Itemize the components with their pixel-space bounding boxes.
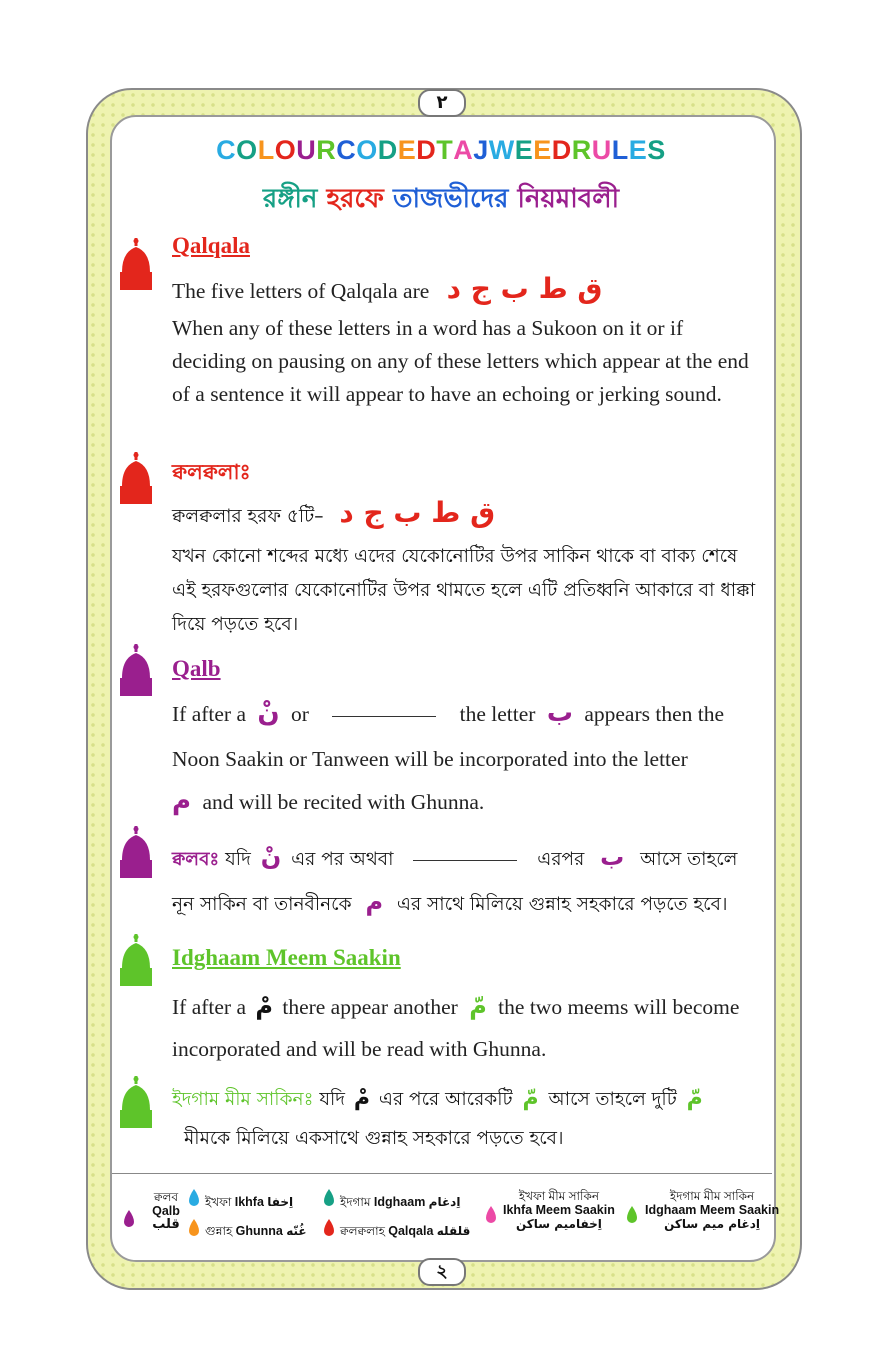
idghaam-line-1 [172, 990, 766, 1024]
legend-ghunna [205, 1224, 307, 1238]
qalqala-bn-dome-icon [118, 452, 154, 504]
qalb-bn-line-1 [172, 840, 764, 877]
legend-qalb-drop-icon [122, 1210, 136, 1228]
legend-ikhfa-meem-drop-icon [484, 1206, 498, 1224]
qalb-bn-text-line2a: নূন সাকিন বা তানবীনকে [172, 894, 352, 915]
qalb-bn-text-a: যদি [225, 849, 251, 870]
idghaam-meem-shadda: مّ [469, 992, 487, 1020]
legend-ikhfa-meem-bn: ইখফা মীম সাকিন [518, 1189, 600, 1203]
page-number-bottom: ২ [418, 1258, 466, 1286]
qalb-noon: نْ [257, 698, 280, 728]
qalb-text-b: the letter [459, 702, 536, 726]
idghaam-bn-meem-end: مّ [686, 1086, 703, 1111]
idghaam-bn-line-1 [172, 1082, 768, 1117]
legend-ikhfa [205, 1195, 293, 1209]
legend-qalqala-drop-icon [322, 1219, 336, 1237]
idghaam-line-2: incorporated and will be read with Ghunna. [172, 1037, 547, 1061]
tanween-blank [332, 716, 436, 717]
legend-idgham-drop-icon [322, 1189, 336, 1207]
qalb-bn-heading: ক্বলবঃ [172, 849, 220, 870]
qalqala-bn-body: যখন কোনো শব্দের মধ্যে এদের যেকোনোটির উপর সাকিন থাকে বা বাক্য শেষে এই হরফগুলোর যেকোনোটির উপর থামতে হলে এটি প্রতিধ্বনি আকারে বা ধাক্কা দিয়ে পড়তে হবে। [172, 546, 756, 635]
legend-qalqala-en: Qalqala [388, 1224, 434, 1238]
legend-qalb-en: Qalb [152, 1204, 180, 1218]
qalqala-bn-intro-line [172, 496, 762, 534]
idghaam-dome-icon [118, 934, 154, 986]
legend-idgham-en: Idghaam [373, 1195, 426, 1209]
legend-ghunna-ar: غُنّه [286, 1224, 307, 1238]
legend-qalb-bn: ক্বলব [153, 1190, 179, 1204]
legend-qalqala [340, 1224, 470, 1238]
qalb-text-line3: and will be recited with Ghunna. [202, 790, 485, 814]
legend-qalb [146, 1190, 186, 1232]
idghaam-bn-meem-shadda: مّ [522, 1086, 539, 1111]
legend-ikhfa-ar: اِخفا [267, 1195, 294, 1209]
legend-idgham-meem-bn: ইদগাম মীম সাকিন [669, 1189, 755, 1203]
legend-idgham [340, 1195, 460, 1209]
qalqala-letters: ق ط ب ج د [446, 272, 603, 305]
idghaam-bn-heading: ইদগাম মীম সাকিনঃ [172, 1089, 314, 1110]
qalb-text-a: If after a [172, 702, 246, 726]
qalqala-body: When any of these letters in a word has a Sukoon on it or if deciding on pausing on any of these letters which appear at the end of a sentence it will appear to have an echoing or jerking sound. [172, 316, 749, 406]
qalqala-intro: The five letters of Qalqala are [172, 279, 430, 303]
legend-ikhfa-meem [503, 1189, 615, 1231]
legend-qalb-ar: قلب [152, 1217, 180, 1232]
title-bengali: রঙ্গীন হরফে তাজভীদের নিয়মাবলী [262, 184, 620, 214]
legend-ghunna-drop-icon [187, 1219, 201, 1237]
legend-ghunna-bn: গুন্নাহ [205, 1224, 233, 1238]
qalb-bn-dome-icon [118, 826, 154, 878]
legend-ghunna-en: Ghunna [235, 1224, 283, 1238]
qalb-bn-text-line2b: এর সাথে মিলিয়ে গুন্নাহ সহকারে পড়তে হবে। [396, 894, 728, 915]
legend-idgham-meem-drop-icon [625, 1206, 639, 1224]
qalb-bn-noon: نْ [260, 843, 282, 871]
idghaam-bn-text-a: যদি [319, 1089, 345, 1110]
legend-idgham-meem [645, 1189, 779, 1231]
qalb-bn-line-2 [172, 885, 768, 922]
qalqala-bn-intro: ক্বলক্বলার হরফ ৫টি– [172, 506, 324, 527]
qalb-bn-meem: م [365, 888, 384, 916]
legend-idgham-meem-en: Idghaam Meem Saakin [645, 1203, 780, 1217]
idghaam-bn-line-2: মীমকে মিলিয়ে একসাথে গুন্নাহ সহকারে পড়তে হবে। [184, 1128, 564, 1149]
legend-ikhfa-meem-ar: اِخفامیم ساکن [515, 1217, 602, 1231]
idghaam-meem-sakin: مْ [255, 992, 273, 1020]
qalb-dome-icon [118, 644, 154, 696]
qalb-text-c: appears then the [584, 702, 725, 726]
qalb-line-3 [172, 785, 762, 819]
qalqala-dome-icon [118, 238, 154, 290]
legend-ikhfa-en: Ikhfa [234, 1195, 264, 1209]
page-subtitle [110, 178, 772, 222]
idghaam-bn-text-b: এর পরে আরেকটি [378, 1089, 513, 1110]
idghaam-bn-meem-sakin: مْ [353, 1086, 371, 1111]
idghaam-heading: Idghaam Meem Saakin [172, 945, 401, 970]
qalb-bn-tanween-blank [413, 860, 517, 861]
idghaam-text-b: there appear another [282, 995, 458, 1019]
legend-qalqala-ar: قلقله [436, 1224, 471, 1238]
legend-ikhfa-drop-icon [187, 1189, 201, 1207]
idghaam-text-c: the two meems will become [498, 995, 740, 1019]
qalb-ba: ب [546, 698, 573, 728]
qalb-bn-ba: ب [600, 843, 625, 871]
qalb-bn-text-b: এর পর অথবা [291, 849, 394, 870]
page-title [110, 135, 772, 166]
legend-divider [112, 1173, 772, 1174]
legend-idgham-bn: ইদগাম [340, 1195, 371, 1209]
qalb-bn-text-d: আসে তাহলে [640, 849, 738, 870]
qalb-bn-text-c: এরপর [537, 849, 585, 870]
page-number-top: ٢ [418, 89, 466, 117]
legend-idgham-ar: اِدغام [428, 1195, 461, 1209]
legend-idgham-meem-ar: اِدغام میم ساکن [664, 1217, 761, 1231]
idghaam-bn-dome-icon [118, 1076, 154, 1128]
legend-ikhfa-bn: ইখফা [205, 1195, 232, 1209]
qalb-text-or: or [290, 702, 309, 726]
qalqala-heading: Qalqala [172, 233, 250, 258]
legend-qalqala-bn: ক্বলক্বলাহ [340, 1224, 385, 1238]
idghaam-bn-text-c: আসে তাহলে দুটি [548, 1089, 677, 1110]
legend-ikhfa-meem-en: Ikhfa Meem Saakin [503, 1203, 615, 1217]
qalb-line-1 [172, 697, 762, 731]
idghaam-text-a: If after a [172, 995, 246, 1019]
qalb-line-2: Noon Saakin or Tanween will be incorporated into the letter [172, 747, 688, 771]
qalb-heading: Qalb [172, 656, 221, 681]
qalqala-bn-heading: ক্বলক্বলাঃ [172, 460, 251, 484]
qalb-meem: م [172, 786, 192, 816]
title-english: COLOURCODEDTAJWEEDRULES [216, 135, 666, 165]
qalqala-bn-letters: ق ط ب ج د [339, 496, 496, 529]
qalqala-intro-line [172, 272, 762, 308]
